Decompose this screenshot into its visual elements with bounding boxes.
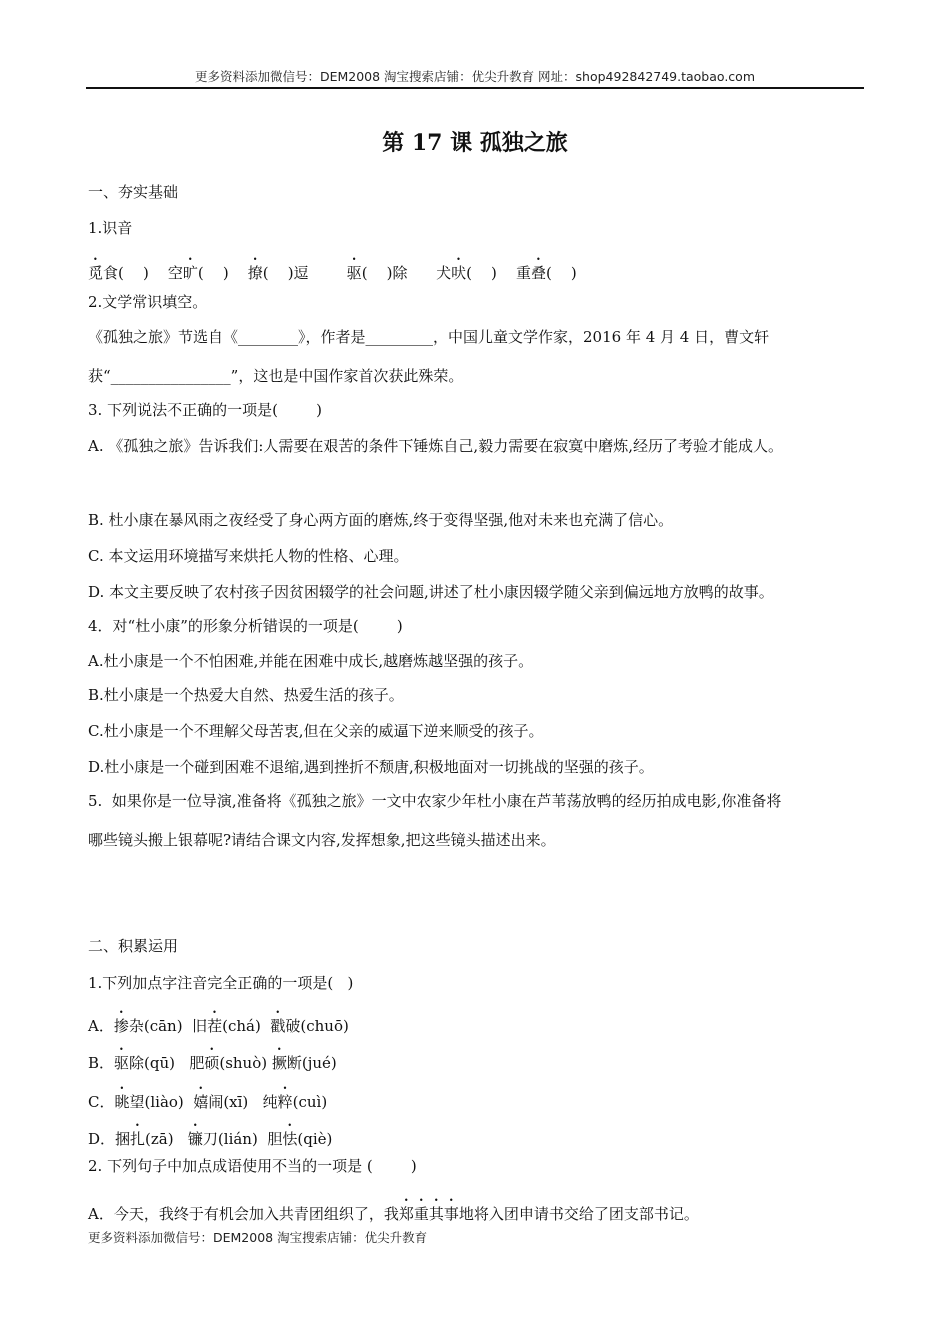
text-segment: 地将入团申请书交给了团支部书记。 <box>458 1205 699 1223</box>
text-line <box>88 757 654 777</box>
text-line <box>88 292 207 312</box>
text-segment: A．今天，我终于有机会加入共青团组织了，我 <box>88 1205 399 1223</box>
emphasized-text: 撅 <box>271 1054 287 1072</box>
emphasized-text: 掺 <box>113 1017 129 1035</box>
emphasized-text: 怯 <box>282 1130 298 1148</box>
emphasized-text: 硕 <box>204 1054 220 1072</box>
emphasized-text: 觅 <box>88 264 104 282</box>
text-segment: 3. 下列说法不正确的一项是( ) <box>88 401 322 419</box>
text-segment: 哪些镜头搬上银幕呢?请结合课文内容,发挥想象,把这些镜头描述出来。 <box>88 831 556 849</box>
document-title: 第 17 课 孤独之旅 <box>382 130 568 156</box>
text-segment: 望(liào) <box>129 1093 194 1111</box>
page-header-text: 更多资料添加微信号：DEM2008 淘宝搜索店铺：优尖升教育 网址：shop492842749.taobao.com <box>194 69 756 84</box>
text-segment: 破(chuō) <box>285 1017 349 1035</box>
emphasized-text: 镰 <box>187 1130 203 1148</box>
text-segment: 2. 下列句子中加点成语使用不当的一项是 ( ) <box>88 1157 417 1175</box>
text-line <box>88 510 673 530</box>
text-segment: ( ) 重 <box>466 264 531 282</box>
text-line <box>88 1196 699 1224</box>
text-segment: 闹(xī) 纯 <box>208 1093 278 1111</box>
text-segment: B.杜小康是一个热爱大自然、热爱生活的孩子。 <box>88 686 404 704</box>
text-segment: (chá) <box>222 1017 271 1035</box>
text-line <box>88 1084 327 1112</box>
text-segment: (zā) <box>145 1130 188 1148</box>
text-line <box>88 1121 332 1149</box>
text-line <box>88 1156 417 1176</box>
text-segment: (shuò) <box>219 1054 272 1072</box>
text-line <box>88 546 408 566</box>
text-segment: 获“________________”，这也是中国作家首次获此殊荣。 <box>88 367 464 385</box>
text-segment: (cuì) <box>292 1093 328 1111</box>
text-segment: 刀(lián) 胆 <box>202 1130 283 1148</box>
text-line <box>88 218 132 238</box>
text-line <box>88 973 353 993</box>
text-line <box>88 327 769 347</box>
text-line <box>88 255 577 283</box>
text-segment: D．捆 <box>88 1130 131 1148</box>
emphasized-text: 郑重其事 <box>398 1205 459 1223</box>
emphasized-text: 扎 <box>130 1130 146 1148</box>
page-footer-text: 更多资料添加微信号：DEM2008 淘宝搜索店铺：优尖升教育 <box>88 1230 428 1245</box>
text-segment: 断(jué) <box>286 1054 337 1072</box>
emphasized-text: 嬉 <box>193 1093 209 1111</box>
header-divider <box>86 87 864 89</box>
text-segment: 杂(cān) 旧 <box>128 1017 208 1035</box>
text-segment: 2.文学常识填空。 <box>88 293 208 311</box>
emphasized-text: 戳 <box>270 1017 286 1035</box>
emphasized-text: 茬 <box>207 1017 223 1035</box>
emphasized-text: 吠 <box>451 264 467 282</box>
text-segment: A. 《孤独之旅》告诉我们:人需要在艰苦的条件下锤炼自己,毅力需要在寂寞中磨炼,经历了考验才能成人。 <box>88 437 783 455</box>
text-segment: A.杜小康是一个不怕困难,并能在困难中成长,越磨炼越坚强的孩子。 <box>88 652 534 670</box>
emphasized-text: 驱 <box>346 264 362 282</box>
text-segment: C． <box>88 1093 115 1111</box>
text-segment: 1.下列加点字注音完全正确的一项是( ) <box>88 974 354 992</box>
text-segment: 食( ) 空 <box>103 264 183 282</box>
text-segment: D.杜小康是一个碰到困难不退缩,遇到挫折不颓唐,积极地面对一切挑战的坚强的孩子。 <box>88 758 654 776</box>
emphasized-text: 驱 <box>114 1054 130 1072</box>
text-line <box>88 936 178 956</box>
text-segment: 1.识音 <box>88 219 133 237</box>
text-segment: (qiè) <box>297 1130 333 1148</box>
text-line <box>88 721 543 741</box>
text-line <box>88 436 783 456</box>
text-segment: ( )逗 <box>262 264 347 282</box>
text-segment: 4．对“杜小康”的形象分析错误的一项是( ) <box>88 617 403 635</box>
text-segment: D. 本文主要反映了农村孩子因贫困辍学的社会问题,讲述了杜小康因辍学随父亲到偏远地方放鸭的故事。 <box>88 583 774 601</box>
text-line <box>88 1045 337 1073</box>
emphasized-text: 撩 <box>247 264 263 282</box>
text-segment: 5. 如果你是一位导演,准备将《孤独之旅》一文中农家少年杜小康在芦苇荡放鸭的经历拍成电影,你准备将 <box>88 792 782 810</box>
text-segment: B． <box>88 1054 115 1072</box>
emphasized-text: 旷 <box>182 264 198 282</box>
text-segment: ( ) <box>545 264 577 282</box>
text-line <box>88 616 403 636</box>
emphasized-text: 叠 <box>530 264 546 282</box>
text-segment: 除(qū) 肥 <box>129 1054 205 1072</box>
text-line <box>88 582 774 602</box>
text-segment: 二、积累运用 <box>88 937 179 955</box>
emphasized-text: 眺 <box>114 1093 130 1111</box>
text-line <box>88 366 463 386</box>
text-segment: ( ) <box>197 264 248 282</box>
text-line <box>88 791 781 811</box>
emphasized-text: 粹 <box>277 1093 293 1111</box>
text-line <box>88 400 322 420</box>
text-segment: B. 杜小康在暴风雨之夜经受了身心两方面的磨炼,终于变得坚强,他对未来也充满了信心。 <box>88 511 674 529</box>
text-line <box>88 1008 349 1036</box>
text-line <box>88 651 533 671</box>
text-segment: ( )除 犬 <box>361 264 452 282</box>
text-segment: C. 本文运用环境描写来烘托人物的性格、心理。 <box>88 547 409 565</box>
text-segment: 一、夯实基础 <box>88 183 179 201</box>
text-segment: A． <box>88 1017 114 1035</box>
text-segment: 《孤独之旅》节选自《________》，作者是_________，中国儿童文学作家，2016 年 4 月 4 日，曹文轩 <box>88 328 770 346</box>
text-segment: C.杜小康是一个不理解父母苦衷,但在父亲的威逼下逆来顺受的孩子。 <box>88 722 544 740</box>
text-line <box>88 830 556 850</box>
text-line <box>88 182 178 202</box>
text-line <box>88 685 404 705</box>
